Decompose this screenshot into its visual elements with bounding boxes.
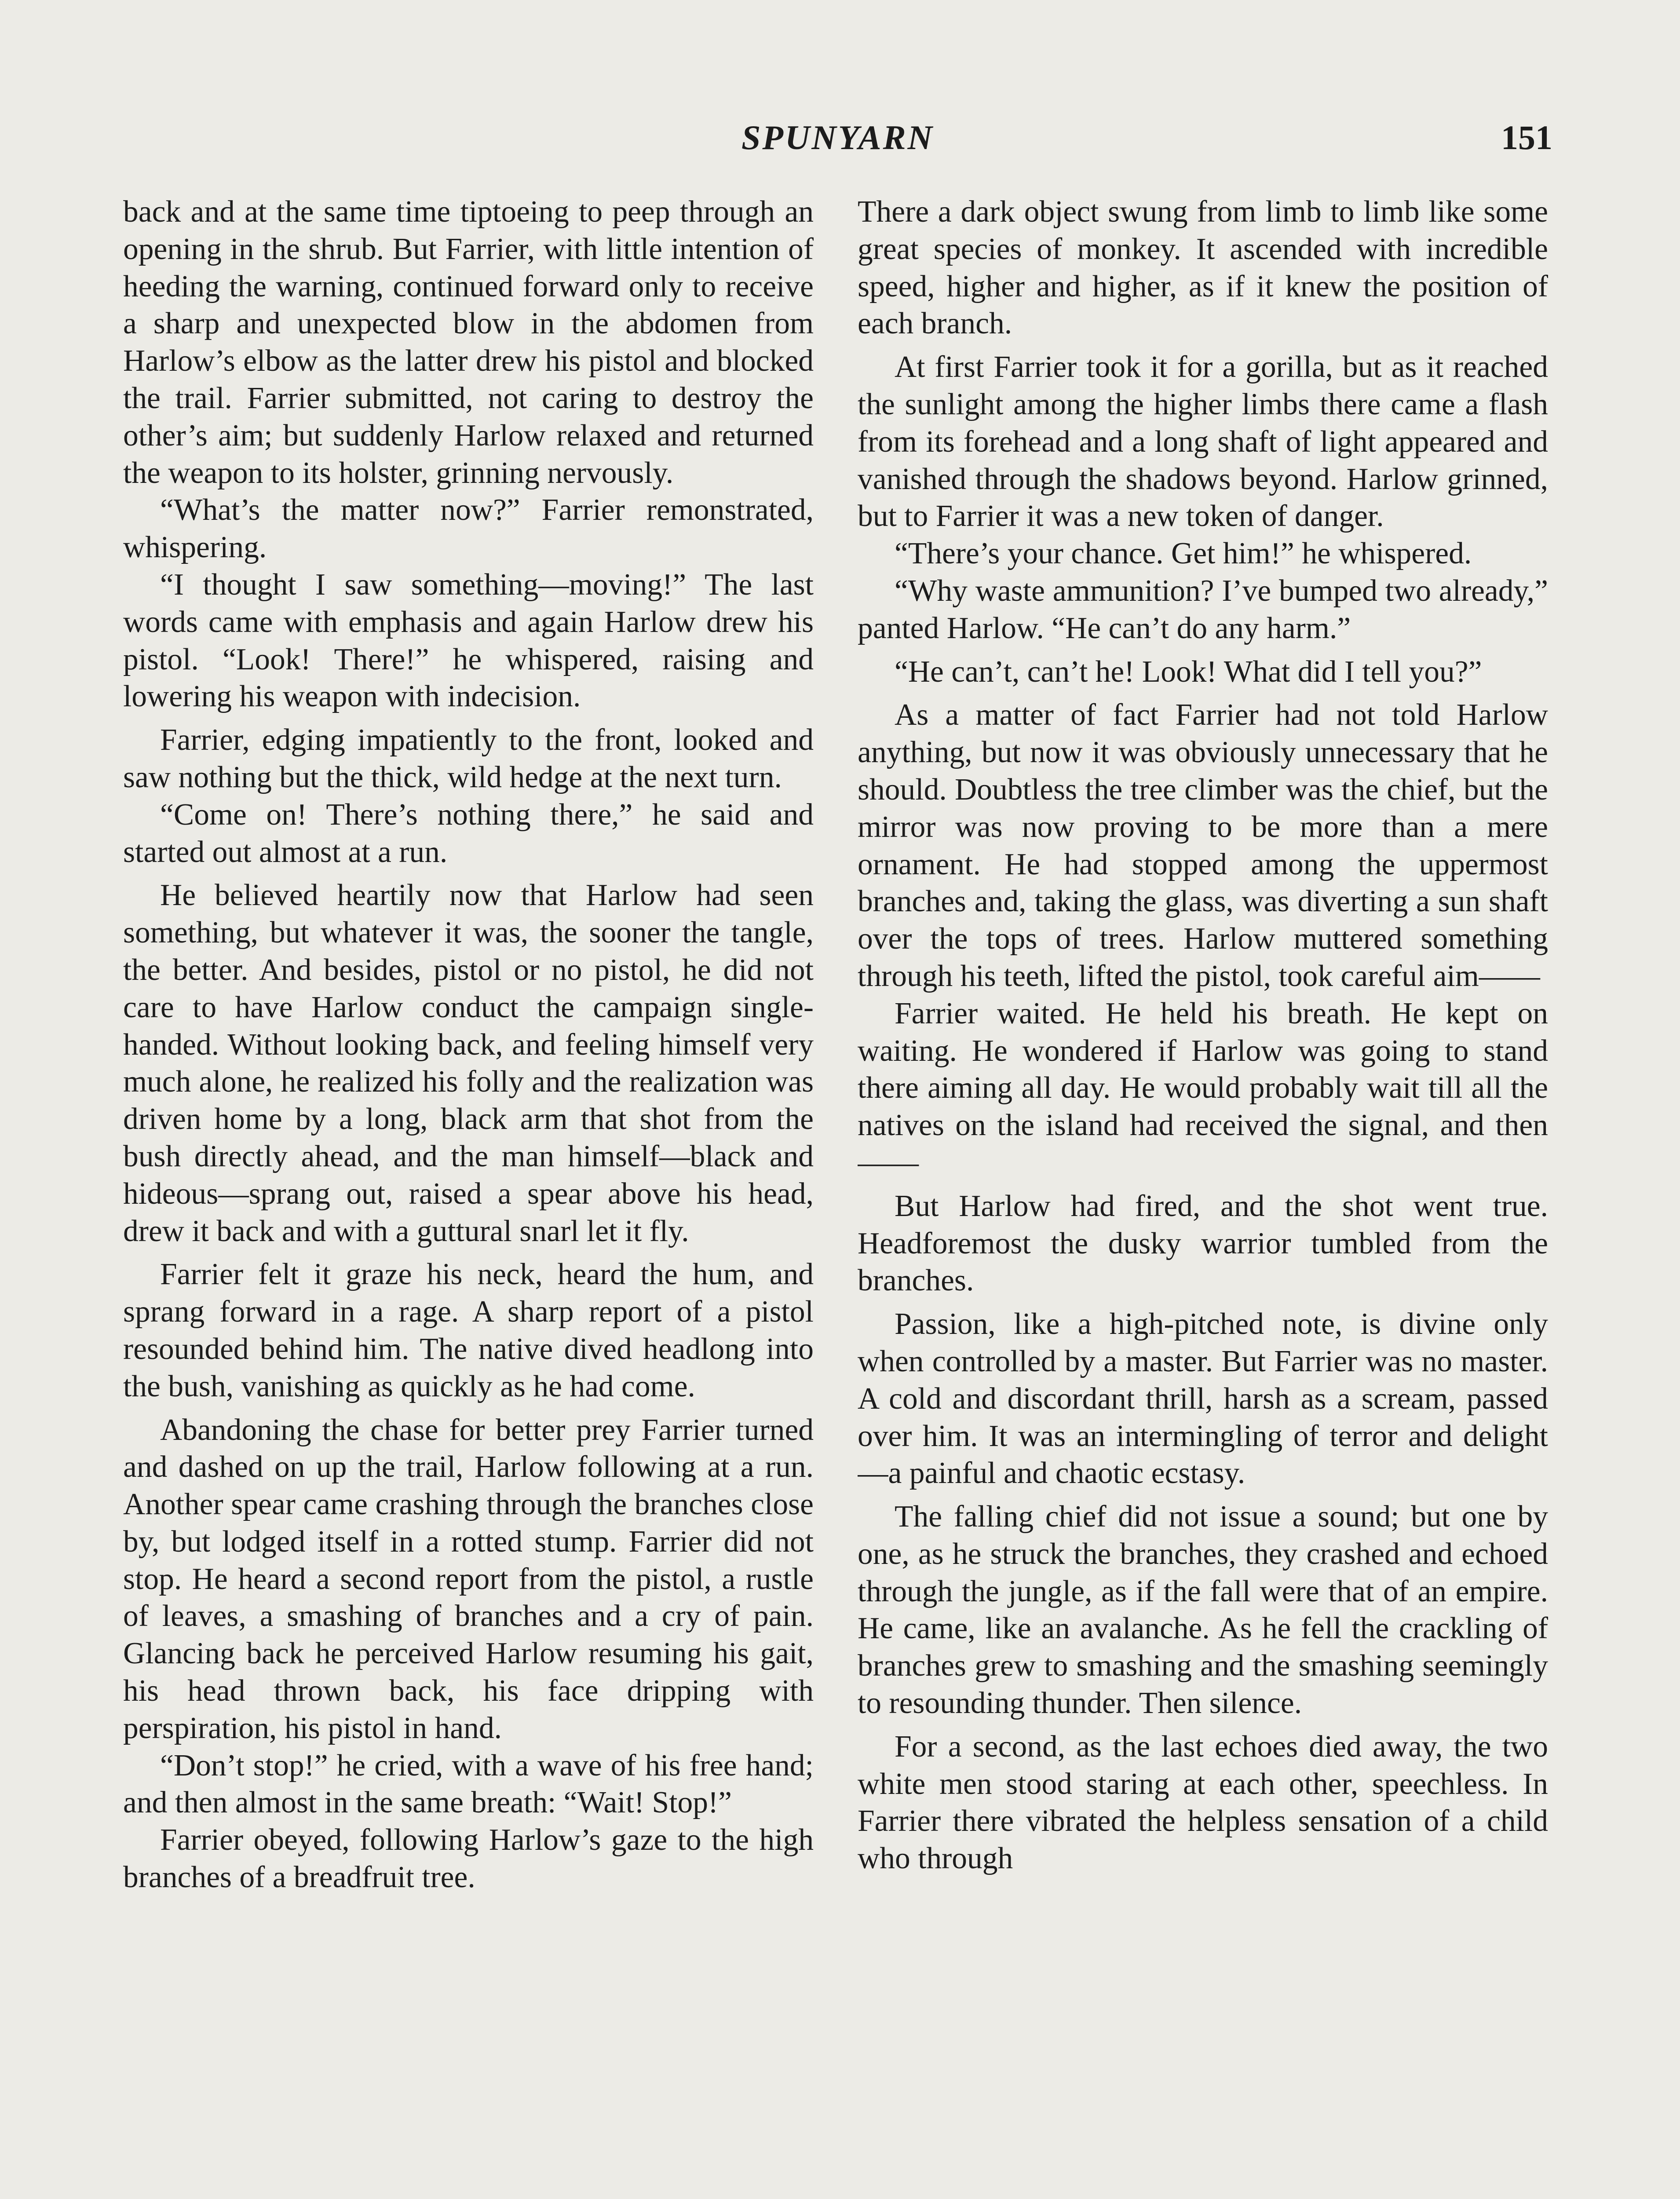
paragraph: “Don’t stop!” he cried, with a wave of his free hand; and then almost in the same breath: “Wait! Stop!”: [123, 1748, 814, 1820]
paragraph: The falling chief did not issue a sound; but one by one, as he struck the branches, they crashed and echoed through the jungle, as if the fall were that of an empire. He came, like an avalanche. As he fell the crackling of branches grew to smashing and the smashing seemingly to resounding thunder. Then silence.: [858, 1500, 1548, 1720]
paragraph: Farrier, edging impatiently to the front, looked and saw nothing but the thick, wild hedge at the next turn.: [123, 723, 814, 794]
page-number: 151: [1501, 118, 1552, 157]
paragraph: “He can’t, can’t he! Look! What did I tell you?”: [895, 654, 1482, 689]
paragraph: “Why waste ammunition? I’ve bumped two already,” panted Harlow. “He can’t do any harm.”: [858, 573, 1548, 645]
paragraph: Farrier waited. He held his breath. He kept on waiting. He wondered if Harlow was going to stand there aiming all day. He would probably wait till all the natives on the island had received the signal, and then——: [858, 996, 1548, 1180]
paragraph: He believed heartily now that Harlow had seen something, but whatever it was, the sooner the tangle, the better. And besides, pistol or no pistol, he did not care to have Harlow conduct the campaign single-handed. Without looking back, and feeling himself very much alone, he realized his folly and the realization was driven home by a long, black arm that shot from the bush directly ahead, and the man himself—black and hideous—sprang out, raised a spear above his head, drew it back and with a guttural snarl let it fly.: [123, 878, 814, 1248]
paragraph: “What’s the matter now?” Farrier remonstrated, whispering.: [123, 493, 814, 565]
paragraph: back and at the same time tiptoeing to peep through an opening in the shrub. But Farrier, with little intention of heeding the warning, continued forward only to receive a sharp and unexpected blow in the abdomen from Harlow’s elbow as the latter drew his pistol and blocked the trail. Farrier submitted, not caring to destroy the other’s aim; but suddenly Harlow relaxed and returned the weapon to its holster, grinning nervously.: [123, 195, 814, 490]
paragraph: Passion, like a high-pitched note, is divine only when controlled by a master. But Farrier was no master. A cold and discordant thrill, harsh as a scream, passed over him. It was an intermingling of terror and delight—a painful and chaotic ecstasy.: [858, 1307, 1548, 1490]
paragraph: Farrier felt it graze his neck, heard the hum, and sprang forward in a rage. A sharp report of a pistol resounded behind him. The native dived headlong into the bush, vanishing as quickly as he had come.: [123, 1257, 814, 1403]
paragraph: Farrier obeyed, following Harlow’s gaze to the high branches of a breadfruit tree.: [123, 1823, 814, 1895]
paragraph: For a second, as the last echoes died away, the two white men stood staring at each other, speechless. In Farrier there vibrated the helpless sensation of a child who through: [858, 1729, 1548, 1876]
paragraph: Abandoning the chase for better prey Farrier turned and dashed on up the trail, Harlow following at a run. Another spear came crashing through the branches close by, but lodged itself in a rotted stump. Farrier did not stop. He heard a second report from the pistol, a rustle of leaves, a smashing of branches and a cry of pain. Glancing back he perceived Harlow resuming his gait, his head thrown back, his face dripping with perspiration, his pistol in hand.: [123, 1413, 814, 1745]
running-header: [123, 118, 1552, 162]
left-column: [123, 194, 814, 2199]
paragraph: There a dark object swung from limb to limb like some great species of monkey. It ascended with incredible speed, higher and higher, as if it knew the position of each branch.: [858, 195, 1548, 341]
running-title: SPUNYARN: [741, 118, 934, 157]
paragraph: But Harlow had fired, and the shot went true. Headforemost the dusky warrior tumbled from the branches.: [858, 1189, 1548, 1298]
paragraph: “I thought I saw something—moving!” The last words came with emphasis and again Harlow drew his pistol. “Look! There!” he whispered, raising and lowering his weapon with indecision.: [123, 567, 814, 714]
paragraph: “Come on! There’s nothing there,” he said and started out almost at a run.: [123, 797, 814, 869]
right-column: [858, 194, 1548, 2199]
paragraph: At first Farrier took it for a gorilla, but as it reached the sunlight among the higher limbs there came a flash from its forehead and a long shaft of light appeared and vanished through the shadows beyond. Harlow grinned, but to Farrier it was a new token of danger.: [858, 350, 1548, 533]
paragraph: As a matter of fact Farrier had not told Harlow anything, but now it was obviously unnecessary that he should. Doubtless the tree climber was the chief, but the mirror was now proving to be more than a mere ornament. He had stopped among the uppermost branches and, taking the glass, was diverting a sun shaft over the tops of trees. Harlow muttered something through his teeth, lifted the pistol, took careful aim——: [858, 698, 1548, 993]
paragraph: “There’s your chance. Get him!” he whispered.: [895, 537, 1472, 571]
